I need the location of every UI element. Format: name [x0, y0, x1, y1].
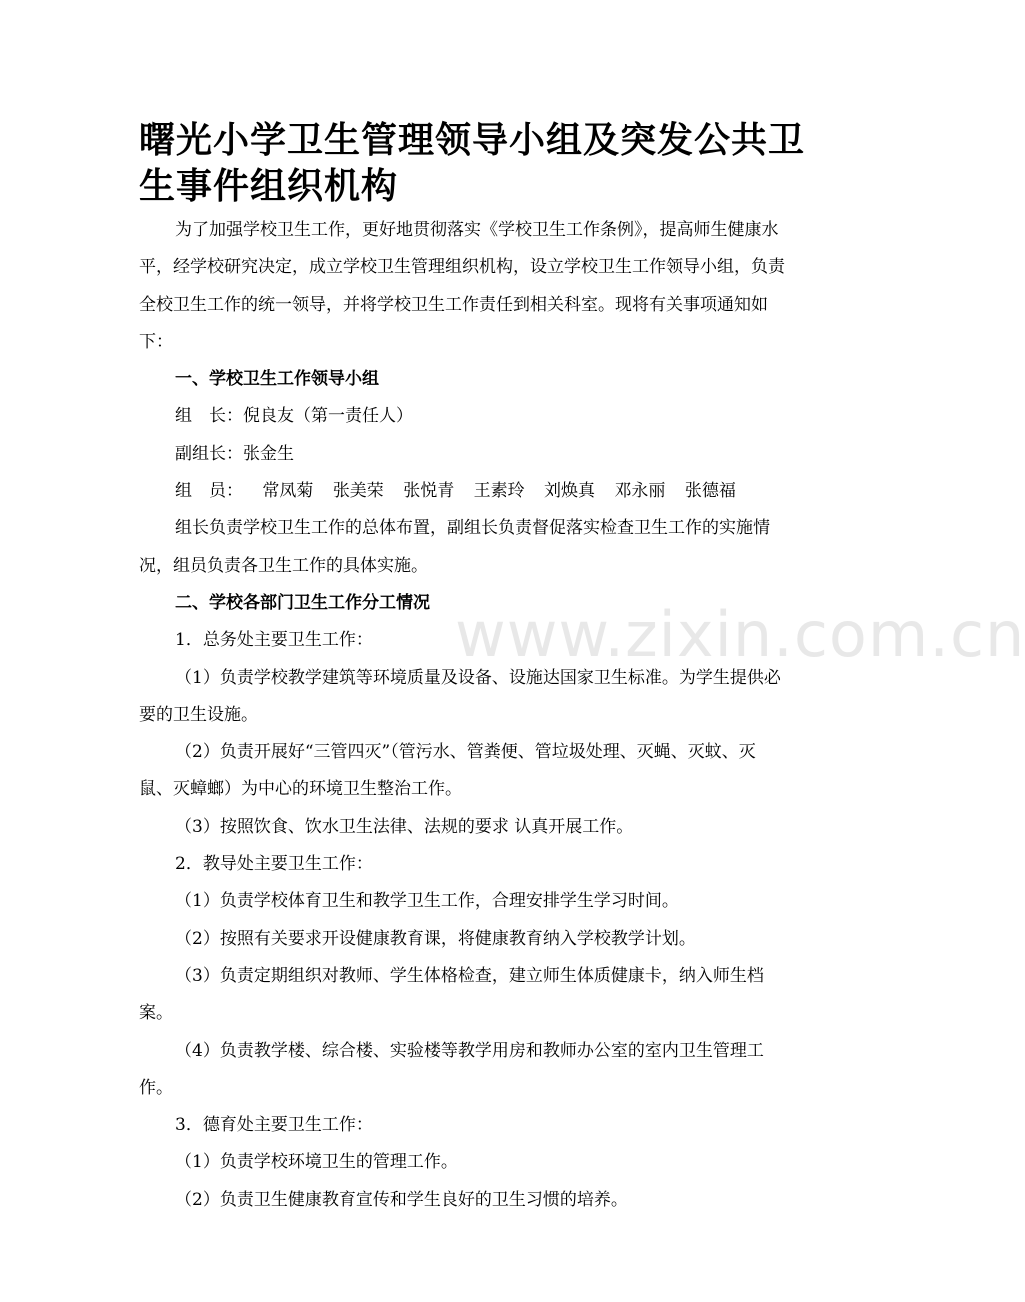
dept-1-item: （3）按照饮食、饮水卫生法律、法规的要求 认真开展工作。	[175, 816, 634, 837]
dept-3-title: 3．德育处主要卫生工作：	[175, 1115, 373, 1136]
member-name: 常凤菊	[262, 481, 314, 502]
dept-3-item: （2）负责卫生健康教育宣传和学生良好的卫生习惯的培养。	[175, 1189, 628, 1210]
title-line-1: 曙光小学卫生管理领导小组及突发公共卫	[139, 120, 806, 161]
member-name: 刘焕真	[544, 481, 596, 502]
member-name: 邓永丽	[614, 481, 666, 502]
title-line-2: 生事件组织机构	[139, 166, 399, 207]
dept-2-item: （4）负责教学楼、综合楼、实验楼等教学用房和教师办公室的室内卫生管理工作。	[139, 1040, 764, 1098]
dept-3-item: （1）负责学校环境卫生的管理工作。	[175, 1152, 458, 1173]
dept-1-item: （2）负责开展好“三管四灭”（管污水、管粪便、管垃圾处理、灭蝇、灭蚊、灭鼠、灭蟑螂）为中心的环境卫生整治工作。	[139, 742, 756, 800]
section-1-heading: 一、学校卫生工作领导小组	[175, 369, 379, 390]
deputy-leader: 副组长：张金生	[175, 443, 294, 464]
dept-2-item: （1）负责学校体育卫生和教学卫生工作，合理安排学生学习时间。	[175, 891, 679, 912]
members-label: 组 员：	[175, 481, 243, 502]
group-members	[139, 473, 789, 510]
member-name: 张德福	[684, 481, 736, 502]
dept-2-item: （3）负责定期组织对教师、学生体格检查，建立师生体质健康卡，纳入师生档案。	[139, 965, 764, 1024]
dept-2-title: 2．教导处主要卫生工作：	[175, 854, 373, 875]
member-name: 张悦青	[403, 481, 455, 502]
dept-1-item: （1）负责学校教学建筑等环境质量及设备、设施达国家卫生标准。为学生提供必要的卫生设施。	[139, 667, 781, 725]
intro-paragraph: 为了加强学校卫生工作，更好地贯彻落实《学校卫生工作条例》，提高师生健康水平，经学校研究决定，成立学校卫生管理组织机构，设立学校卫生工作领导小组，负责全校卫生工作的统一领导，并将学校卫生工作责任到相关科室。现将有关事项通知如下：	[139, 220, 785, 352]
member-name: 张美荣	[332, 481, 384, 502]
section-2-heading: 二、学校各部门卫生工作分工情况	[175, 592, 430, 613]
watermark: www.zixin.com.cn	[455, 598, 1025, 671]
duties-paragraph: 组长负责学校卫生工作的总体布置，副组长负责督促落实检查卫生工作的实施情况，组员负责各卫生工作的具体实施。	[139, 518, 770, 576]
member-name: 王素玲	[473, 481, 525, 502]
document-title	[139, 118, 806, 210]
group-leader: 组 长：倪良友（第一责任人）	[175, 406, 413, 427]
dept-2-item: （2）按照有关要求开设健康教育课，将健康教育纳入学校教学计划。	[175, 928, 696, 949]
dept-1-title: 1．总务处主要卫生工作：	[175, 630, 373, 651]
document-body	[139, 212, 789, 1219]
